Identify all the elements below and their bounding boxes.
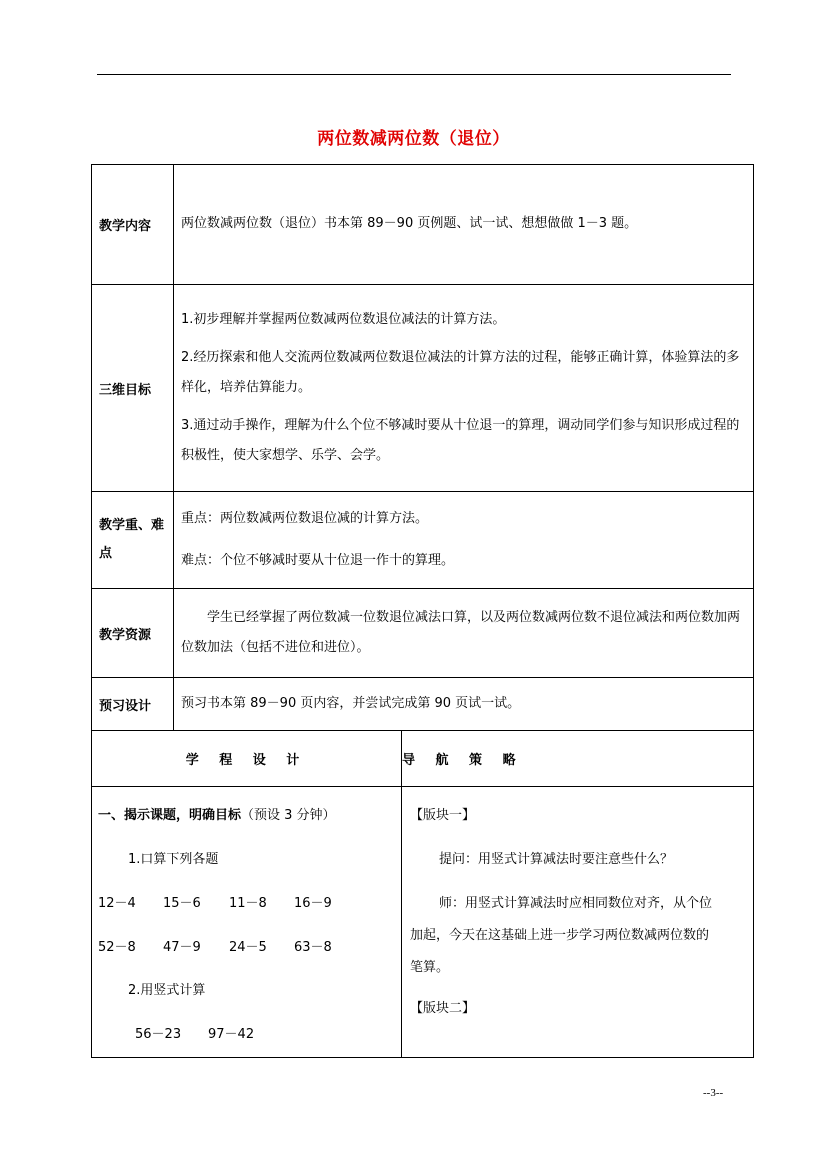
section-title (98, 804, 336, 823)
lesson-plan-table (91, 164, 754, 1058)
oral-item-label: 1.口算下列各题 (128, 852, 219, 867)
block-one-label: 【版块一】 (410, 808, 476, 823)
page-title: 两位数减两位数（退位） (317, 129, 510, 149)
written-item-label: 2.用竖式计算 (128, 983, 206, 998)
oral-problem: 24－5 (229, 940, 267, 955)
teacher-explanation-line: 师：用竖式计算减法时应相同数位对齐，从个位 (439, 896, 713, 911)
learning-content (92, 787, 401, 1057)
goal-item: 1.初步理解并掌握两位数减两位数退位减法的计算方法。 (181, 312, 506, 327)
guidance-cell (402, 787, 754, 1058)
teaching-content-text: 两位数减两位数（退位）书本第 89－90 页例题、试一试、想想做做 1－3 题。 (174, 165, 754, 285)
learning-cell (92, 787, 402, 1058)
page-number: --3-- (703, 1087, 724, 1099)
label-preview: 预习设计 (92, 678, 174, 731)
resources-text: 学生已经掌握了两位数减一位数退位减法口算，以及两位数减两位数不退位减法和两位数加两位数加法（包括不进位和进位）。 (181, 610, 741, 655)
resources-cell (174, 589, 754, 678)
teacher-explanation-line: 笔算。 (410, 960, 450, 975)
label-goals: 三维目标 (92, 285, 174, 492)
guidance-content (402, 787, 753, 1057)
block-two-label: 【版块二】 (410, 1001, 476, 1016)
row-process (92, 787, 754, 1058)
header-guidance-strategy: 导 航 策 略 (402, 731, 754, 787)
teacher-question: 提问：用竖式计算减法时要注意些什么？ (439, 852, 674, 867)
label-key-points (92, 492, 174, 589)
difficult-point-text: 难点：个位不够减时要从十位退一作十的算理。 (181, 553, 455, 568)
oral-problem: 63－8 (294, 940, 332, 955)
oral-problem: 47－9 (163, 940, 201, 955)
preview-text: 预习书本第 89－90 页内容，并尝试完成第 90 页试一试。 (174, 678, 754, 731)
label-key-points-line2: 点 (99, 546, 113, 561)
oral-problem: 12－4 (98, 896, 136, 911)
row-goals (92, 285, 754, 492)
row-teaching-content (92, 165, 754, 285)
oral-problem: 11－8 (229, 896, 267, 911)
row-preview (92, 678, 754, 731)
header-rule (97, 74, 731, 75)
section-title-main: 一、揭示课题，明确目标 (98, 808, 242, 823)
row-resources (92, 589, 754, 678)
key-point-text: 重点：两位数减两位数退位减的计算方法。 (181, 511, 429, 526)
goals-cell (174, 285, 754, 492)
written-problem: 97－42 (208, 1027, 255, 1042)
teacher-explanation-line: 加起，今天在这基础上进一步学习两位数减两位数的 (410, 928, 710, 943)
written-problem: 56－23 (135, 1027, 182, 1042)
oral-problem: 52－8 (98, 940, 136, 955)
oral-problem: 16－9 (294, 896, 332, 911)
label-resources: 教学资源 (92, 589, 174, 678)
goal-item: 3.通过动手操作，理解为什么个位不够减时要从十位退一的算理，调动同学们参与知识形成过程的积极性，使大家想学、乐学、会学。 (181, 418, 740, 463)
oral-problem: 15－6 (163, 896, 201, 911)
section-title-time: （预设 3 分钟） (241, 808, 336, 823)
row-key-points (92, 492, 754, 589)
header-learning-design: 学 程 设 计 (92, 731, 402, 787)
key-points-cell (174, 492, 754, 589)
label-key-points-line1: 教学重、难 (99, 518, 165, 533)
label-teaching-content: 教学内容 (92, 165, 174, 285)
goal-item: 2.经历探索和他人交流两位数减两位数退位减法的计算方法的过程，能够正确计算，体验算法的多样化，培养估算能力。 (181, 350, 740, 395)
row-section-headers (92, 731, 754, 787)
